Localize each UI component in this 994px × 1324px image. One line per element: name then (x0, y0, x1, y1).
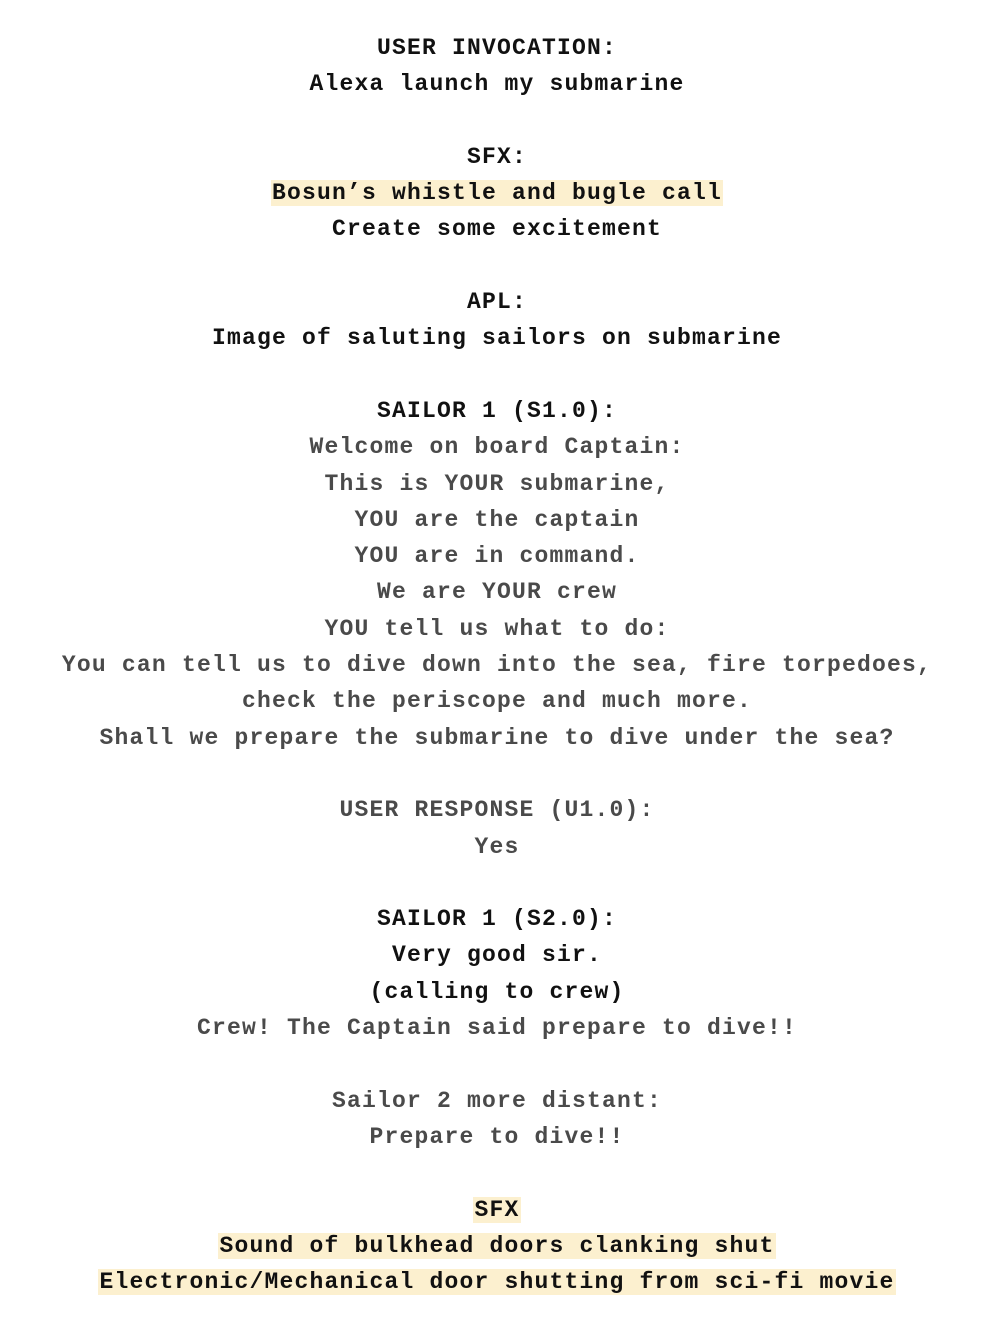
sfx-heading: SFX: (466, 143, 527, 170)
sailor1-s1-line: YOU are in command. (354, 543, 640, 570)
user-response-heading: USER RESPONSE (U1.0): (339, 797, 655, 824)
sailor1-s2-line: Very good sir. (391, 942, 603, 969)
apl-heading: APL: (466, 289, 527, 316)
sailor1-s1-line: Shall we prepare the submarine to dive under the sea? (99, 724, 895, 751)
sailor1-s1-heading: SAILOR 1 (S1.0): (376, 397, 618, 424)
invocation-text: Alexa launch my submarine (309, 71, 685, 98)
sailor1-s1-line: You can tell us to dive down into the sea, fire torpedoes, (61, 652, 933, 679)
sailor2-heading: Sailor 2 more distant: (331, 1087, 663, 1114)
sailor2-text: Prepare to dive!! (369, 1123, 625, 1150)
sailor1-s1-line: YOU tell us what to do: (324, 615, 670, 642)
sfx2-heading: SFX (474, 1196, 520, 1223)
spacer (0, 1155, 994, 1191)
sailor1-s1-line: This is YOUR submarine, (324, 470, 670, 497)
spacer (0, 248, 994, 284)
user-response-text: Yes (474, 833, 520, 860)
sailor1-s2-heading: SAILOR 1 (S2.0): (376, 906, 618, 933)
sailor1-s1-line: We are YOUR crew (376, 579, 618, 606)
spacer (0, 103, 994, 139)
sfx2-line: Sound of bulkhead doors clanking shut (219, 1232, 775, 1259)
sailor1-s2-parenthetical: (calling to crew) (369, 978, 625, 1005)
invocation-heading: USER INVOCATION: (376, 35, 618, 61)
spacer (0, 865, 994, 901)
sailor1-s1-line: YOU are the captain (354, 506, 640, 533)
sfx2-line: Electronic/Mechanical door shutting from sci-fi movie (99, 1269, 895, 1296)
sfx-highlighted-line: Bosun’s whistle and bugle call (271, 180, 723, 207)
sailor1-s1-line: Welcome on board Captain: (309, 434, 685, 461)
spacer (0, 357, 994, 393)
spacer (0, 756, 994, 792)
script-document (0, 30, 994, 1300)
sfx-note: Create some excitement (331, 216, 663, 243)
sailor1-s1-line: check the periscope and much more. (241, 688, 753, 715)
apl-text: Image of saluting sailors on submarine (211, 325, 783, 352)
sailor1-s2-line: Crew! The Captain said prepare to dive!! (196, 1015, 798, 1042)
spacer (0, 1046, 994, 1082)
